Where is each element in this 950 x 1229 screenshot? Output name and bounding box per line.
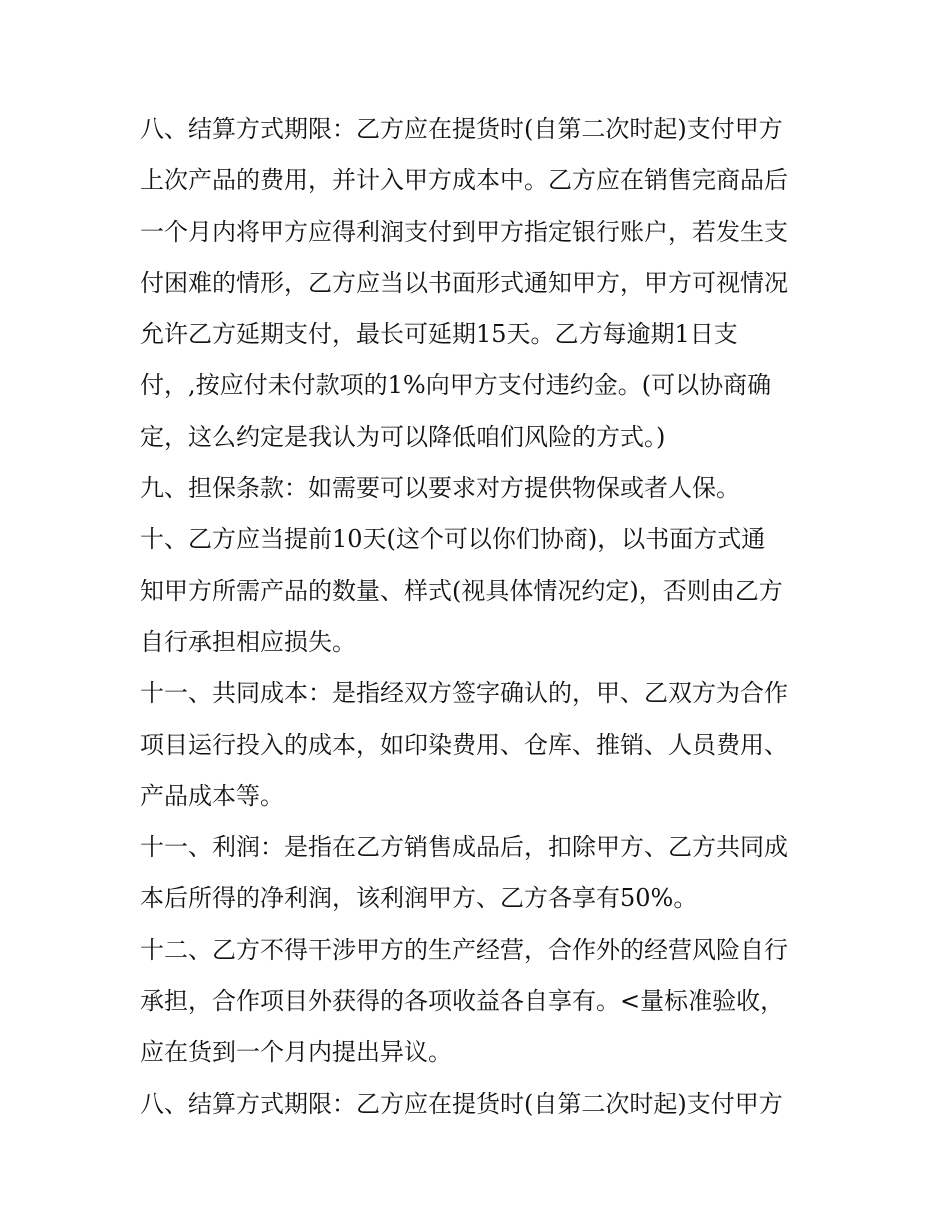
text-line: 一个月内将甲方应得利润支付到甲方指定银行账户，若发生支 (140, 217, 788, 246)
text-line: 允许乙方延期支付，最长可延期15天。乙方每逾期1日支 (140, 320, 738, 349)
text-line: 知甲方所需产品的数量、样式(视具体情况约定)，否则由乙方 (140, 576, 783, 605)
text-line: 产品成本等。 (140, 781, 284, 810)
text-line: 付困难的情形，乙方应当以书面形式通知甲方，甲方可视情况 (140, 268, 788, 297)
text-line: 承担，合作项目外获得的各项收益各自享有。<量标准验收， (140, 987, 785, 1016)
text-line: 八、结算方式期限：乙方应在提货时(自第二次时起)支付甲方 (140, 115, 783, 143)
text-line: 自行承担相应损失。 (140, 627, 356, 656)
text-line: 应在货到一个月内提出异议。 (140, 1038, 452, 1067)
text-line: 项目运行投入的成本，如印染费用、仓库、推销、人员费用、 (140, 730, 788, 759)
text-line: 本后所得的净利润，该利润甲方、乙方各享有50%。 (140, 884, 698, 913)
text-line: 十、乙方应当提前10天(这个可以你们协商)，以书面方式通 (140, 525, 766, 554)
text-line: 十一、共同成本：是指经双方签字确认的，甲、乙双方为合作 (140, 679, 788, 708)
text-line: 定，这么约定是我认为可以降低咱们风险的方式。) (140, 422, 666, 451)
text-line: 十一、利润：是指在乙方销售成品后，扣除甲方、乙方共同成 (140, 833, 788, 862)
text-line: 上次产品的费用，并计入甲方成本中。乙方应在销售完商品后 (140, 166, 788, 195)
text-line: 九、担保条款：如需要可以要求对方提供物保或者人保。 (140, 474, 740, 503)
text-line: 付，,按应付未付款项的1%向甲方支付违约金。(可以协商确 (140, 371, 772, 400)
text-line: 十二、乙方不得干涉甲方的生产经营，合作外的经营风险自行 (140, 935, 788, 964)
document-body (140, 104, 830, 1130)
text-line: 八、结算方式期限：乙方应在提货时(自第二次时起)支付甲方 (140, 1089, 783, 1118)
